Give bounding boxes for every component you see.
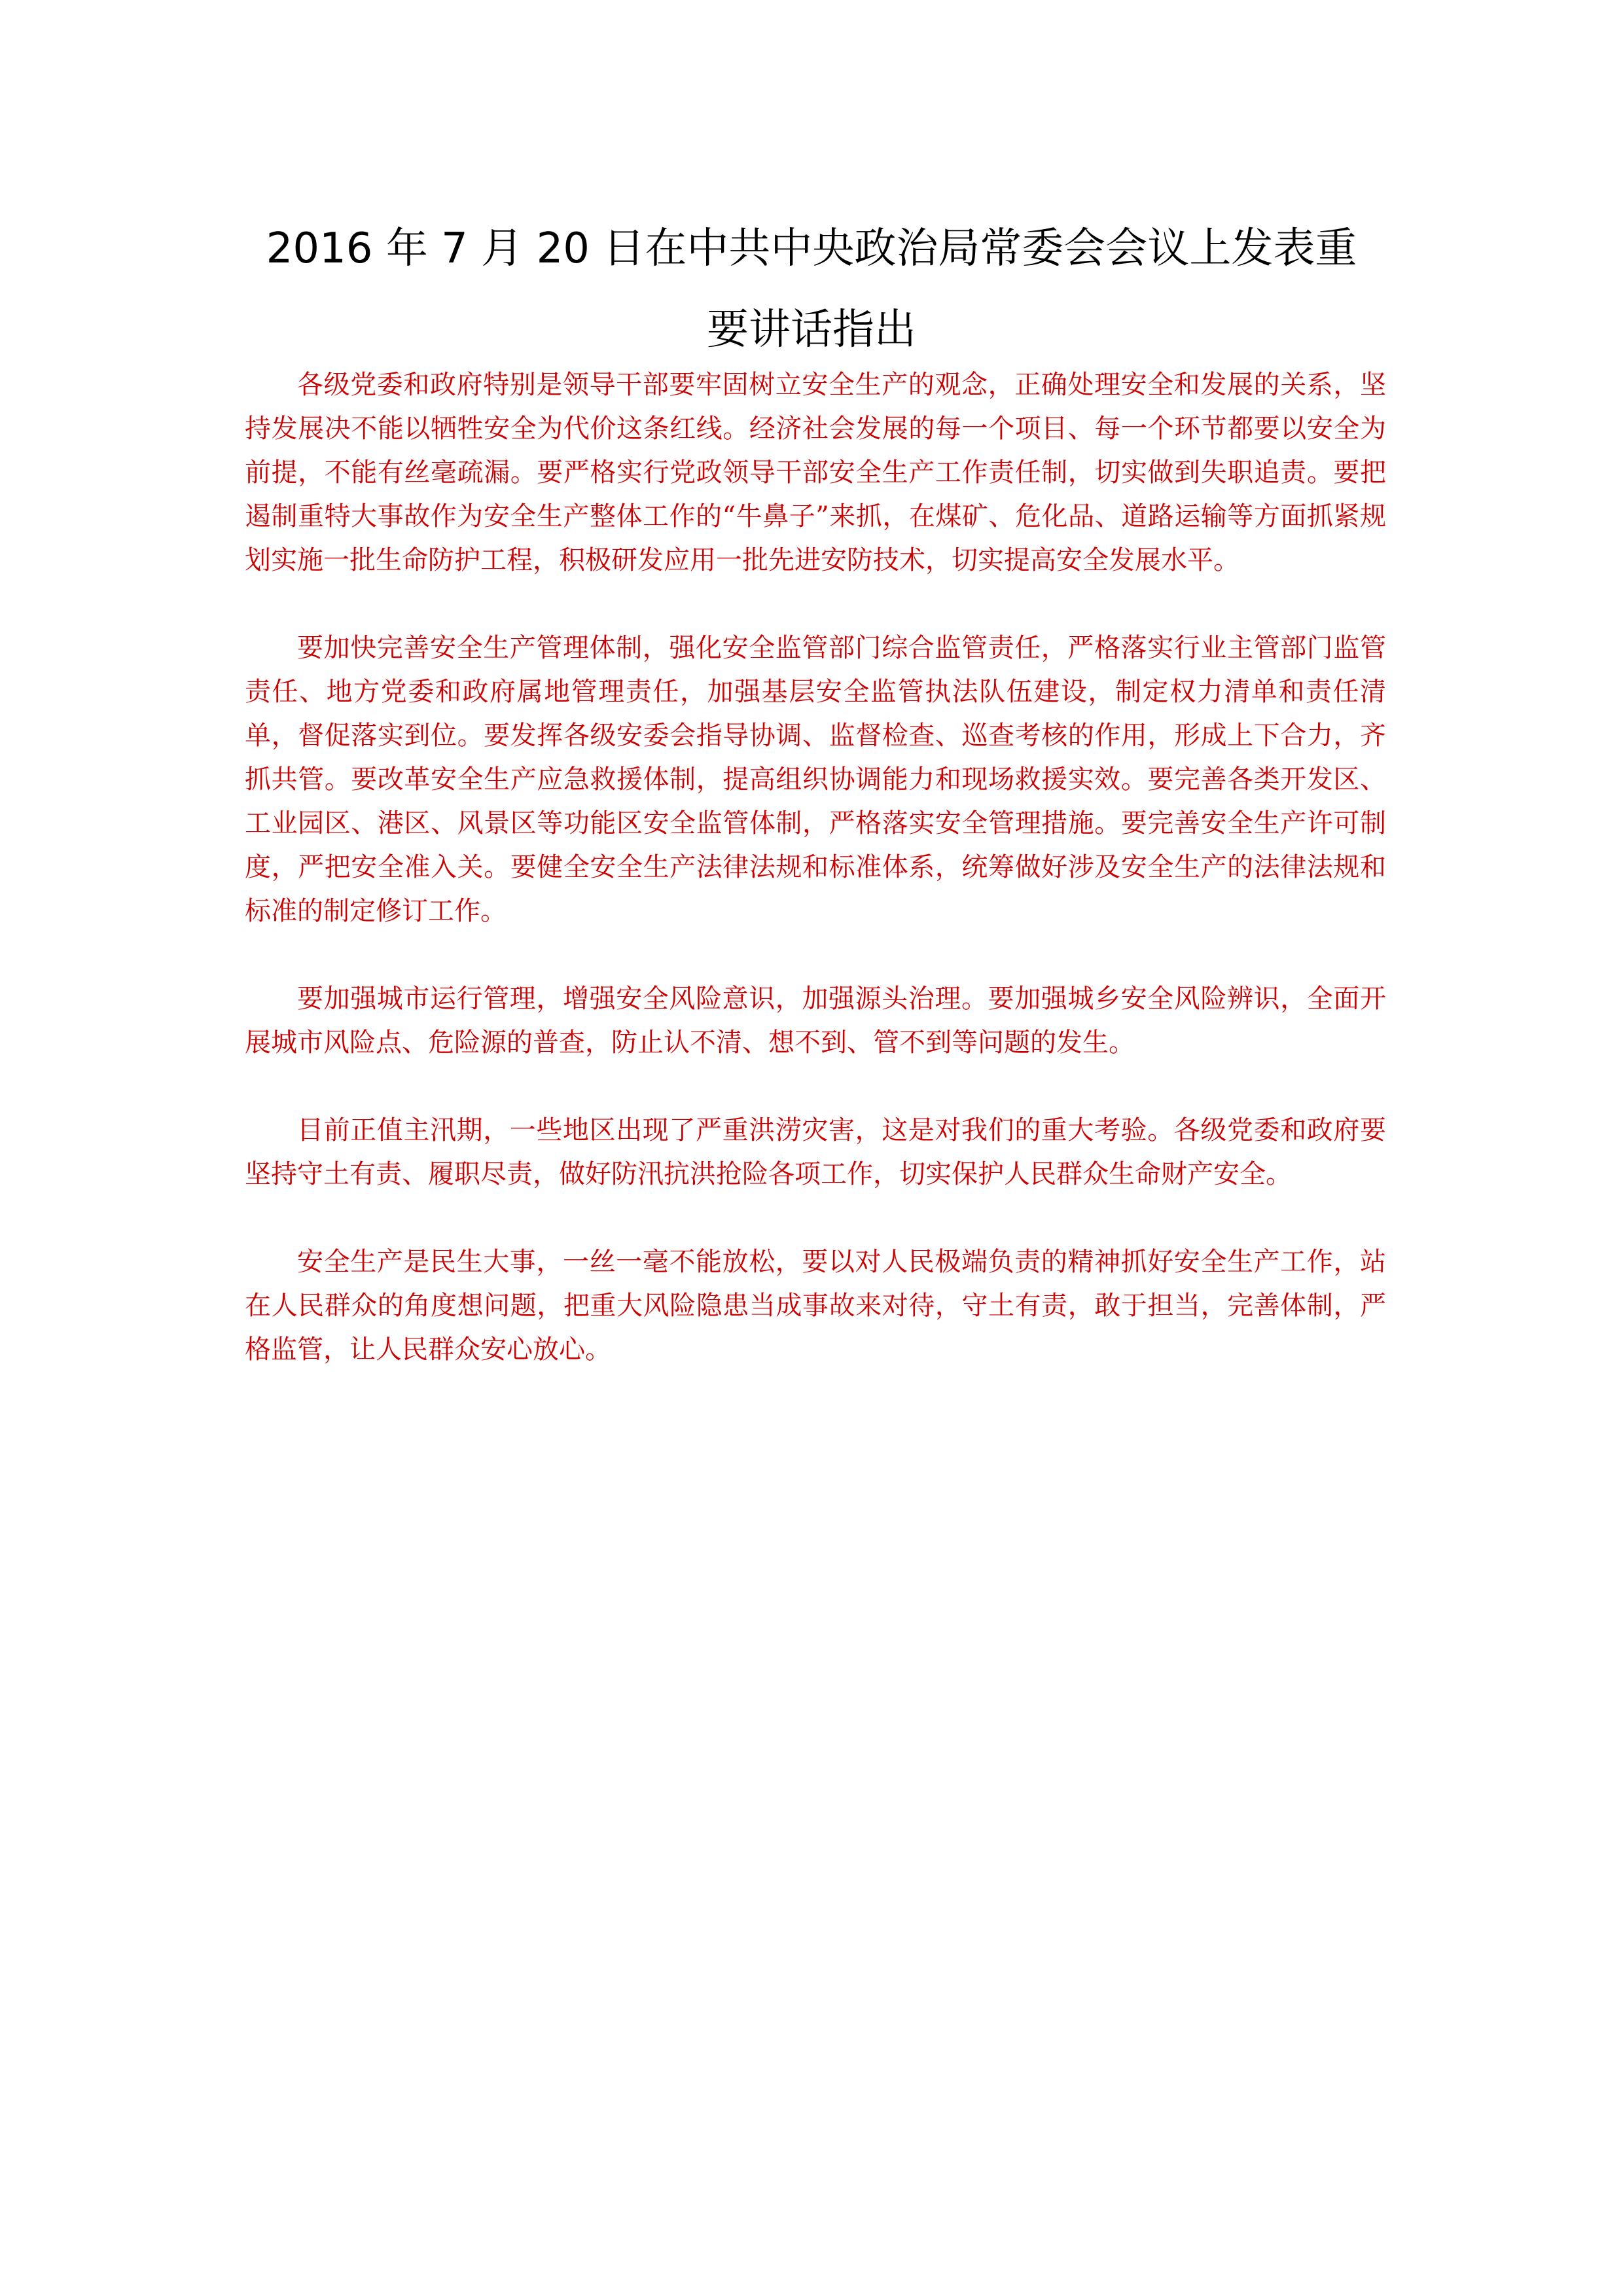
paragraph-3: 要加强城市运行管理，增强安全风险意识，加强源头治理。要加强城乡安全风险辨识，全面开展城市风险点、危险源的普查，防止认不清、想不到、管不到等问题的发生。 (245, 984, 1386, 1058)
paragraph-2: 要加快完善安全生产管理体制，强化安全监管部门综合监管责任，严格落实行业主管部门监管责任、地方党委和政府属地管理责任，加强基层安全监管执法队伍建设，制定权力清单和责任清单，督促落实到位。要发挥各级安委会指导协调、监督检查、巡查考核的作用，形成上下合力，齐抓共管。要改革安全生产应急救援体制，提高组织协调能力和现场救援实效。要完善各类开发区、工业园区、港区、风景区等功能区安全监管体制，严格落实安全管理措施。要完善安全生产许可制度，严把安全准入关。要健全安全生产法律法规和标准体系，统筹做好涉及安全生产的法律法规和标准的制定修订工作。 (245, 633, 1386, 926)
paragraph-5: 安全生产是民生大事，一丝一毫不能放松，要以对人民极端负责的精神抓好安全生产工作，站在人民群众的角度想问题，把重大风险隐患当成事故来对待，守土有责，敢于担当，完善体制，严格监管，让人民群众安心放心。 (245, 1247, 1386, 1365)
title-line-2: 要讲话指出 (707, 306, 916, 354)
paragraph-1: 各级党委和政府特别是领导干部要牢固树立安全生产的观念，正确处理安全和发展的关系，坚持发展决不能以牺牲安全为代价这条红线。经济社会发展的每一个项目、每一个环节都要以安全为前提，不能有丝毫疏漏。要严格实行党政领导干部安全生产工作责任制，切实做到失职追责。要把遏制重特大事故作为安全生产整体工作的“牛鼻子”来抓，在煤矿、危化品、道路运输等方面抓紧规划实施一批生命防护工程，积极研发应用一批先进安防技术，切实提高安全发展水平。 (245, 370, 1386, 575)
title-line-1: 2016 年 7 月 20 日在中共中央政治局常委会会议上发表重 (266, 224, 1357, 273)
document-body (245, 363, 1386, 1416)
paragraph-4: 目前正值主汛期，一些地区出现了严重洪涝灾害，这是对我们的重大考验。各级党委和政府要坚持守土有责、履职尽责，做好防汛抗洪抢险各项工作，切实保护人民群众生命财产安全。 (245, 1115, 1386, 1189)
document-title (216, 208, 1407, 370)
